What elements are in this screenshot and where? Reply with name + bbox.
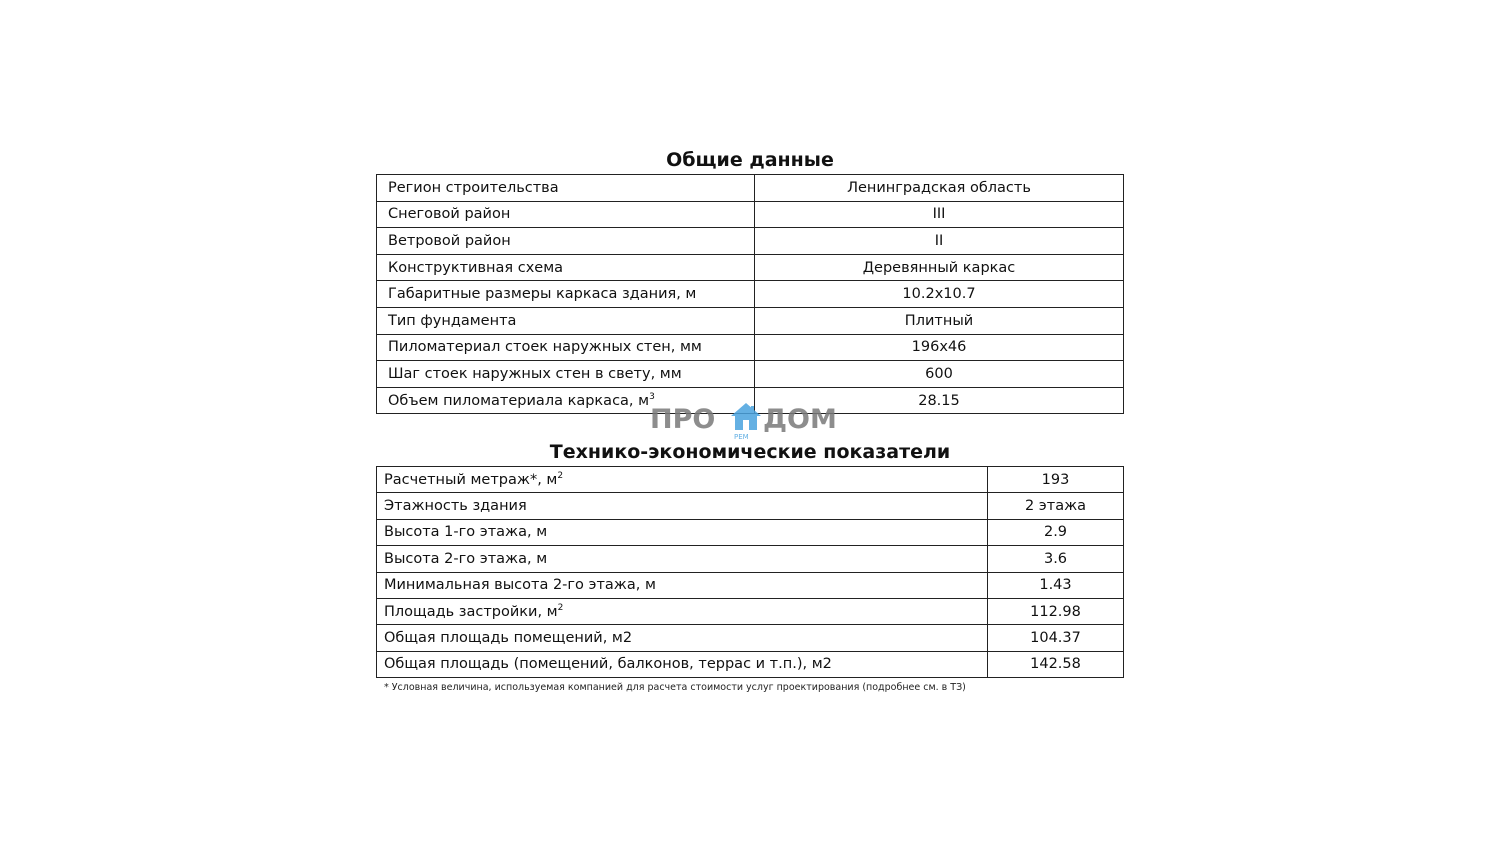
- row-value: 193: [988, 467, 1124, 493]
- row-label: [377, 467, 988, 493]
- table-row: [377, 307, 1124, 334]
- row-value: Деревянный каркас: [755, 254, 1124, 281]
- row-value: 112.98: [988, 598, 1124, 624]
- general-data-table: [376, 174, 1124, 414]
- row-value: 28.15: [755, 387, 1124, 414]
- row-label: Общая площадь помещений, м2: [377, 625, 988, 651]
- row-value: 196х46: [755, 334, 1124, 361]
- house-icon: [730, 402, 762, 432]
- table-row: [377, 625, 1124, 651]
- row-label: Минимальная высота 2-го этажа, м: [377, 572, 988, 598]
- row-label: Снеговой район: [377, 201, 755, 228]
- row-value: Плитный: [755, 307, 1124, 334]
- row-value: 3.6: [988, 546, 1124, 572]
- row-value: 1.43: [988, 572, 1124, 598]
- table-row: [377, 467, 1124, 493]
- row-label-text: Расчетный метраж*, м: [384, 471, 558, 488]
- table-row: [377, 598, 1124, 624]
- row-label: Конструктивная схема: [377, 254, 755, 281]
- row-label-text: Объем пиломатериала каркаса, м: [388, 392, 650, 409]
- table-row: [377, 572, 1124, 598]
- table-row: [377, 334, 1124, 361]
- table-row: [377, 546, 1124, 572]
- table-row: [377, 254, 1124, 281]
- row-value: 142.58: [988, 651, 1124, 677]
- row-label: Общая площадь (помещений, балконов, террас и т.п.), м2: [377, 651, 988, 677]
- table-row: [377, 175, 1124, 202]
- table-row: [377, 519, 1124, 545]
- general-data-title: Общие данные: [666, 149, 834, 171]
- row-label: Высота 2-го этажа, м: [377, 546, 988, 572]
- row-label: Регион строительства: [377, 175, 755, 202]
- row-label: Ветровой район: [377, 228, 755, 255]
- technical-indicators-table: [376, 466, 1124, 678]
- row-value: 2 этажа: [988, 493, 1124, 519]
- technical-indicators-title: Технико-экономические показатели: [549, 441, 951, 463]
- row-label: Высота 1-го этажа, м: [377, 519, 988, 545]
- table-row: [377, 201, 1124, 228]
- watermark-sub: РЕМ: [734, 433, 749, 441]
- watermark-left-word: ПРО: [650, 404, 716, 435]
- table-row: [377, 281, 1124, 308]
- row-label: [377, 598, 988, 624]
- table-row: [377, 493, 1124, 519]
- row-value: III: [755, 201, 1124, 228]
- table-row: [377, 361, 1124, 388]
- row-label: Тип фундамента: [377, 307, 755, 334]
- unit-superscript: 3: [649, 391, 655, 402]
- row-value: 2.9: [988, 519, 1124, 545]
- watermark-right-word: ДОМ: [763, 404, 837, 435]
- row-label: Габаритные размеры каркаса здания, м: [377, 281, 755, 308]
- row-label: Шаг стоек наружных стен в свету, мм: [377, 361, 755, 388]
- row-label-text: Площадь застройки, м: [384, 603, 558, 620]
- row-value: Ленинградская область: [755, 175, 1124, 202]
- row-value: 10.2х10.7: [755, 281, 1124, 308]
- unit-superscript: 2: [557, 602, 564, 613]
- row-label: Пиломатериал стоек наружных стен, мм: [377, 334, 755, 361]
- unit-superscript: 2: [557, 470, 564, 481]
- table-row: [377, 651, 1124, 677]
- row-label: Этажность здания: [377, 493, 988, 519]
- footnote: * Условная величина, используемая компанией для расчета стоимости услуг проектирования (подробнее см. в ТЗ): [384, 682, 966, 693]
- table-row: [377, 228, 1124, 255]
- pro-dom-watermark: [650, 402, 850, 442]
- row-value: II: [755, 228, 1124, 255]
- row-value: 600: [755, 361, 1124, 388]
- row-value: 104.37: [988, 625, 1124, 651]
